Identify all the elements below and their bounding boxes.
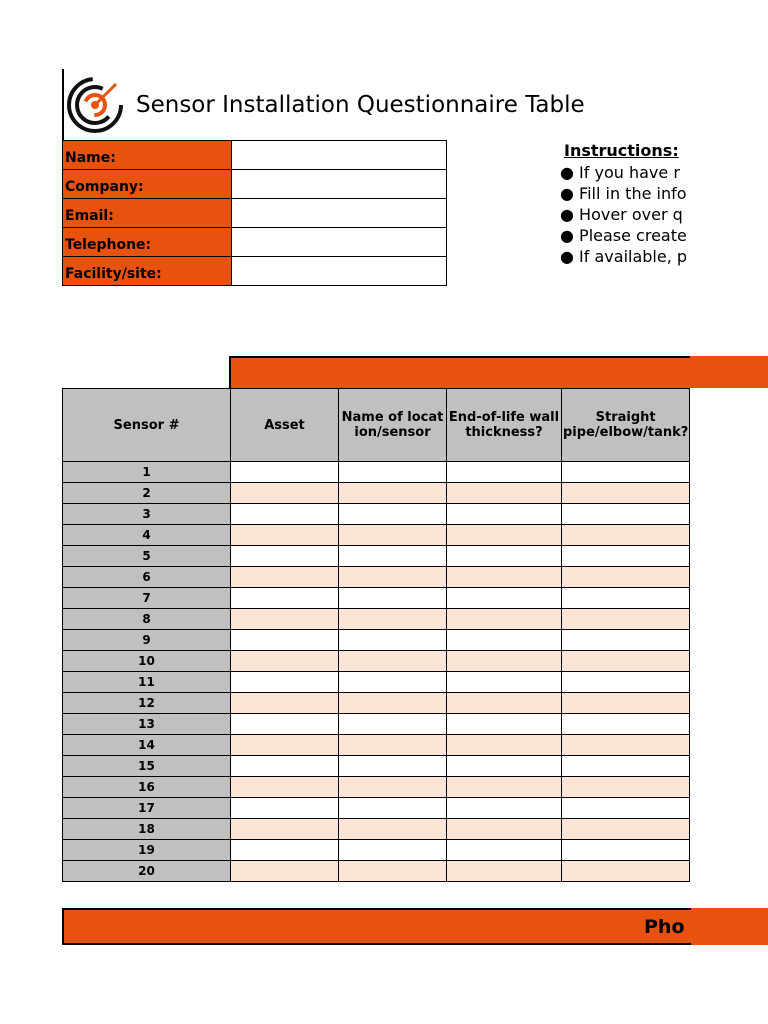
location-input-cell[interactable]: [339, 651, 447, 672]
sensor-number-cell: 19: [63, 840, 231, 861]
thickness-input-cell[interactable]: [447, 651, 562, 672]
sensor-number-cell: 4: [63, 525, 231, 546]
location-input-cell[interactable]: [339, 609, 447, 630]
type-input-cell[interactable]: [562, 609, 690, 630]
thickness-input-cell[interactable]: [447, 693, 562, 714]
asset-input-cell[interactable]: [231, 819, 339, 840]
asset-input-cell[interactable]: [231, 651, 339, 672]
table-header-band: [229, 356, 768, 388]
location-input-cell[interactable]: [339, 861, 447, 882]
thickness-input-cell[interactable]: [447, 798, 562, 819]
contact-value-field[interactable]: [232, 257, 447, 286]
table-row: [63, 819, 690, 840]
thickness-input-cell[interactable]: [447, 672, 562, 693]
sensor-number-cell: 15: [63, 756, 231, 777]
sensor-number-cell: 16: [63, 777, 231, 798]
asset-input-cell[interactable]: [231, 693, 339, 714]
photo-section-band: [62, 908, 768, 945]
contact-label: Name:: [63, 141, 232, 170]
thickness-input-cell[interactable]: [447, 714, 562, 735]
table-row: [63, 714, 690, 735]
type-input-cell[interactable]: [562, 840, 690, 861]
sensor-number-cell: 2: [63, 483, 231, 504]
sensor-number-cell: 18: [63, 819, 231, 840]
location-input-cell[interactable]: [339, 483, 447, 504]
table-row: [63, 777, 690, 798]
sensor-number-cell: 10: [63, 651, 231, 672]
location-input-cell[interactable]: [339, 630, 447, 651]
table-row: [63, 504, 690, 525]
type-input-cell[interactable]: [562, 504, 690, 525]
asset-input-cell[interactable]: [231, 630, 339, 651]
table-row: [63, 672, 690, 693]
table-row: [63, 630, 690, 651]
location-input-cell[interactable]: [339, 714, 447, 735]
sensor-number-cell: 17: [63, 798, 231, 819]
table-row: [63, 546, 690, 567]
asset-input-cell[interactable]: [231, 483, 339, 504]
asset-input-cell[interactable]: [231, 672, 339, 693]
sensor-number-cell: 11: [63, 672, 231, 693]
thickness-input-cell[interactable]: [447, 735, 562, 756]
location-input-cell[interactable]: [339, 777, 447, 798]
sensor-number-cell: 20: [63, 861, 231, 882]
instruction-item: ● If available, p: [560, 247, 688, 266]
asset-input-cell[interactable]: [231, 504, 339, 525]
header-pipe-type: Straight pipe/elbow/tank?: [562, 389, 690, 462]
type-input-cell[interactable]: [562, 861, 690, 882]
instruction-item: ● Please create: [560, 226, 687, 245]
sensor-number-cell: 9: [63, 630, 231, 651]
location-input-cell[interactable]: [339, 819, 447, 840]
thickness-input-cell[interactable]: [447, 504, 562, 525]
thickness-input-cell[interactable]: [447, 861, 562, 882]
thickness-input-cell[interactable]: [447, 840, 562, 861]
location-input-cell[interactable]: [339, 504, 447, 525]
type-input-cell[interactable]: [562, 483, 690, 504]
thickness-input-cell[interactable]: [447, 567, 562, 588]
table-row: [63, 651, 690, 672]
sensor-table: [62, 388, 690, 882]
table-row: [63, 483, 690, 504]
location-input-cell[interactable]: [339, 567, 447, 588]
contact-label: Email:: [63, 199, 232, 228]
asset-input-cell[interactable]: [231, 588, 339, 609]
sensor-number-cell: 8: [63, 609, 231, 630]
type-input-cell[interactable]: [562, 630, 690, 651]
location-input-cell[interactable]: [339, 798, 447, 819]
table-row: [63, 462, 690, 483]
sensor-number-cell: 14: [63, 735, 231, 756]
thickness-input-cell[interactable]: [447, 483, 562, 504]
type-input-cell[interactable]: [562, 462, 690, 483]
table-row: [63, 861, 690, 882]
contact-row: [63, 199, 447, 228]
header-sensor-number: Sensor #: [63, 389, 231, 462]
location-input-cell[interactable]: [339, 756, 447, 777]
asset-input-cell[interactable]: [231, 861, 339, 882]
thickness-input-cell[interactable]: [447, 588, 562, 609]
contact-value-field[interactable]: [232, 199, 447, 228]
table-row: [63, 567, 690, 588]
instructions-panel: [560, 140, 691, 275]
contact-info-table: [62, 140, 447, 286]
thickness-input-cell[interactable]: [447, 777, 562, 798]
thickness-input-cell[interactable]: [447, 546, 562, 567]
header-wall-thickness: End-of-life wall thickness?: [447, 389, 562, 462]
sensor-number-cell: 13: [63, 714, 231, 735]
asset-input-cell[interactable]: [231, 714, 339, 735]
sensor-number-cell: 7: [63, 588, 231, 609]
location-input-cell[interactable]: [339, 840, 447, 861]
table-row: [63, 693, 690, 714]
thickness-input-cell[interactable]: [447, 525, 562, 546]
type-input-cell[interactable]: [562, 798, 690, 819]
sensor-number-cell: 1: [63, 462, 231, 483]
type-input-cell[interactable]: [562, 693, 690, 714]
contact-value-field[interactable]: [232, 141, 447, 170]
type-input-cell[interactable]: [562, 714, 690, 735]
asset-input-cell[interactable]: [231, 462, 339, 483]
type-input-cell[interactable]: [562, 525, 690, 546]
contact-value-field[interactable]: [232, 228, 447, 257]
instruction-item: ● Fill in the info: [560, 184, 687, 203]
type-input-cell[interactable]: [562, 588, 690, 609]
type-input-cell[interactable]: [562, 819, 690, 840]
instructions-title: Instructions:: [564, 141, 679, 160]
sensor-number-cell: 6: [63, 567, 231, 588]
instruction-item: ● Hover over q: [560, 205, 683, 224]
type-input-cell[interactable]: [562, 567, 690, 588]
contact-label: Facility/site:: [63, 257, 232, 286]
thickness-input-cell[interactable]: [447, 819, 562, 840]
table-row: [63, 609, 690, 630]
location-input-cell[interactable]: [339, 693, 447, 714]
table-row: [63, 735, 690, 756]
header-asset: Asset: [231, 389, 339, 462]
asset-input-cell[interactable]: [231, 546, 339, 567]
type-input-cell[interactable]: [562, 756, 690, 777]
location-input-cell[interactable]: [339, 672, 447, 693]
thickness-input-cell[interactable]: [447, 756, 562, 777]
page-title: Sensor Installation Questionnaire Table: [136, 92, 585, 118]
asset-input-cell[interactable]: [231, 840, 339, 861]
asset-input-cell[interactable]: [231, 777, 339, 798]
title-divider-line: [62, 69, 64, 141]
location-input-cell[interactable]: [339, 588, 447, 609]
contact-value-field[interactable]: [232, 170, 447, 199]
asset-input-cell[interactable]: [231, 567, 339, 588]
thickness-input-cell[interactable]: [447, 609, 562, 630]
type-input-cell[interactable]: [562, 651, 690, 672]
table-row: [63, 840, 690, 861]
contact-label: Telephone:: [63, 228, 232, 257]
contact-row: [63, 228, 447, 257]
type-input-cell[interactable]: [562, 777, 690, 798]
location-input-cell[interactable]: [339, 462, 447, 483]
table-row: [63, 588, 690, 609]
contact-row: [63, 170, 447, 199]
table-row: [63, 756, 690, 777]
location-input-cell[interactable]: [339, 525, 447, 546]
thickness-input-cell[interactable]: [447, 630, 562, 651]
location-input-cell[interactable]: [339, 735, 447, 756]
contact-row: [63, 257, 447, 286]
asset-input-cell[interactable]: [231, 735, 339, 756]
sensor-number-cell: 5: [63, 546, 231, 567]
contact-row: [63, 141, 447, 170]
photo-section-title: Pho: [644, 916, 685, 938]
header-location: Name of location/sensor: [339, 389, 447, 462]
instruction-item: ● If you have r: [560, 163, 680, 182]
sensor-number-cell: 3: [63, 504, 231, 525]
contact-label: Company:: [63, 170, 232, 199]
instructions-list: [560, 162, 691, 267]
sensor-number-cell: 12: [63, 693, 231, 714]
type-input-cell[interactable]: [562, 672, 690, 693]
table-row: [63, 525, 690, 546]
type-input-cell[interactable]: [562, 546, 690, 567]
type-input-cell[interactable]: [562, 735, 690, 756]
asset-input-cell[interactable]: [231, 525, 339, 546]
asset-input-cell[interactable]: [231, 798, 339, 819]
asset-input-cell[interactable]: [231, 609, 339, 630]
target-radar-icon: [66, 76, 124, 134]
location-input-cell[interactable]: [339, 546, 447, 567]
table-row: [63, 798, 690, 819]
asset-input-cell[interactable]: [231, 756, 339, 777]
thickness-input-cell[interactable]: [447, 462, 562, 483]
